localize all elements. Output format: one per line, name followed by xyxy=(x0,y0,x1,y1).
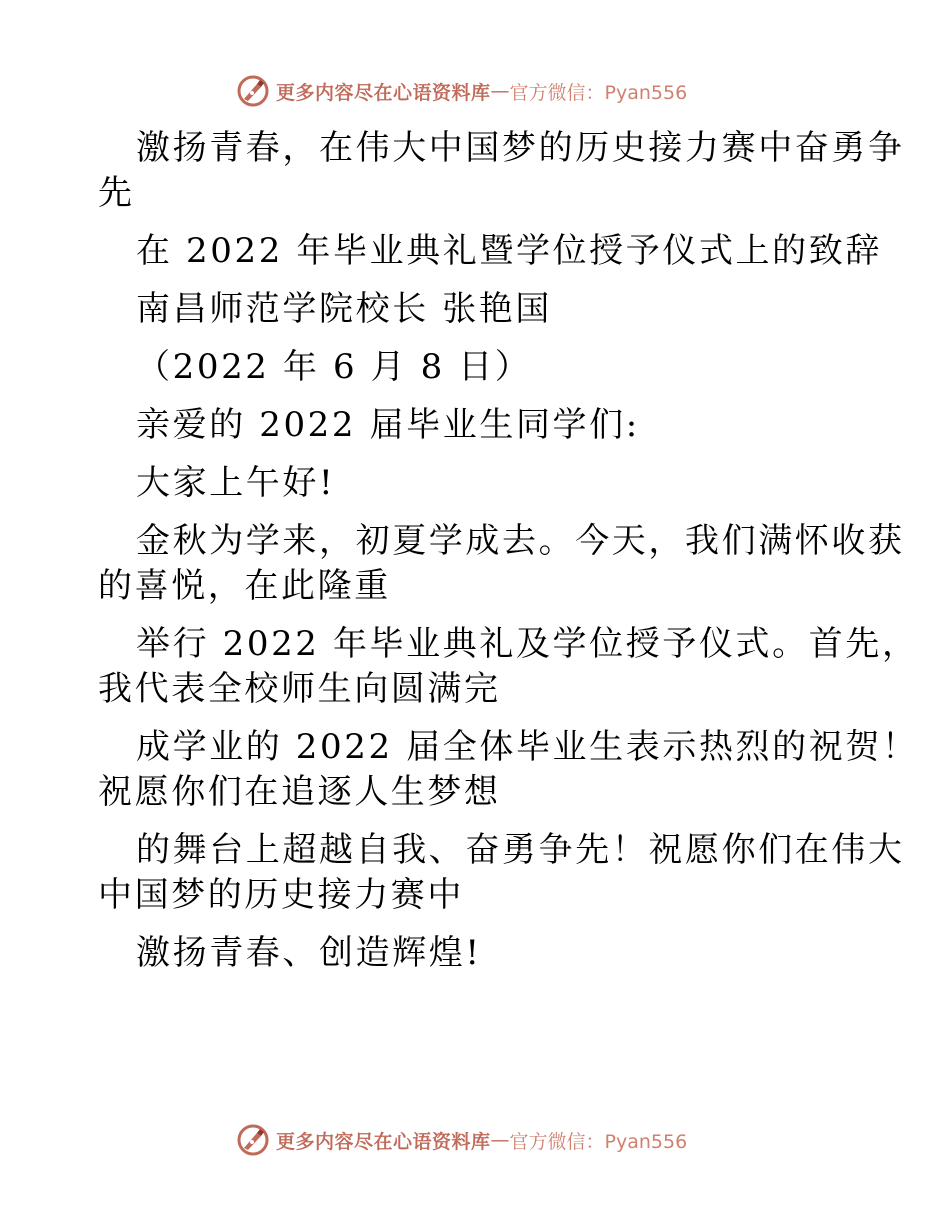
watermark-wechat: 官方微信：Pyan556 xyxy=(509,81,688,104)
greeting: 大家上午好! xyxy=(136,463,336,503)
speaker-line: 南昌师范学院校长 张艳国 xyxy=(136,289,553,329)
watermark-brand: 更多内容尽在心语资料库 xyxy=(276,1130,491,1153)
pen-circle-logo-icon xyxy=(236,74,270,108)
watermark-separator: — xyxy=(490,1129,510,1151)
paragraph-line: 祝愿你们在追逐人生梦想 xyxy=(98,772,501,812)
paragraph-line: 举行 2022 年毕业典礼及学位授予仪式。首先， xyxy=(136,624,919,664)
watermark-separator: — xyxy=(490,80,510,102)
document-body xyxy=(98,126,919,976)
paragraph-line: 中国梦的历史接力赛中 xyxy=(98,875,464,915)
watermark-brand: 更多内容尽在心语资料库 xyxy=(276,81,491,104)
speech-title-line-2: 先 xyxy=(98,173,135,213)
paragraph-line: 激扬青春、创造辉煌! xyxy=(136,933,482,973)
paragraph-line: 成学业的 2022 届全体毕业生表示热烈的祝贺！ xyxy=(136,727,919,767)
salutation: 亲爱的 2022 届毕业生同学们: xyxy=(136,405,640,445)
watermark-wechat: 官方微信：Pyan556 xyxy=(509,1130,688,1153)
paragraph-line: 的喜悦，在此隆重 xyxy=(98,566,391,606)
date-line: （2022 年 6 月 8 日） xyxy=(136,347,532,387)
paragraph-line: 金秋为学来，初夏学成去。今天，我们满怀收获 xyxy=(136,521,905,561)
pen-circle-logo-icon xyxy=(236,1123,270,1157)
header-watermark xyxy=(236,74,756,108)
paragraph-line: 我代表全校师生向圆满完 xyxy=(98,669,501,709)
footer-watermark xyxy=(236,1123,756,1157)
speech-subtitle: 在 2022 年毕业典礼暨学位授予仪式上的致辞 xyxy=(136,231,882,271)
speech-title-line-1: 激扬青春，在伟大中国梦的历史接力赛中奋勇争 xyxy=(136,128,905,168)
paragraph-line: 的舞台上超越自我、奋勇争先！祝愿你们在伟大 xyxy=(136,830,905,870)
